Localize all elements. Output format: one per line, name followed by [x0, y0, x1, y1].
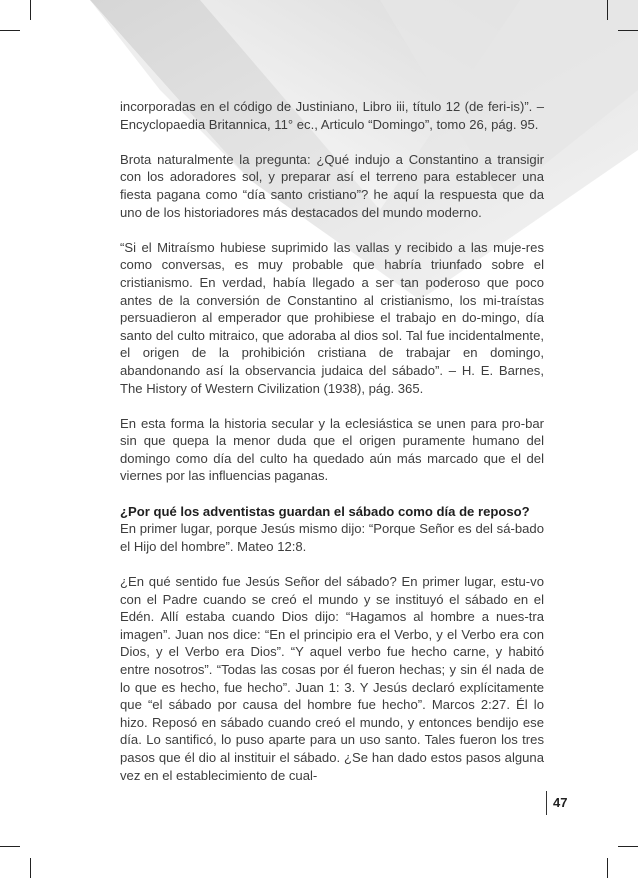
body-text [120, 98, 544, 784]
crop-mark [0, 30, 20, 31]
paragraph: En esta forma la historia secular y la eclesiástica se unen para pro-bar sin que quepa la menor duda que el origen puramente humano del domingo como día del culto ha quedado aún más marcado que el del viernes por las influencias paganas. [120, 415, 544, 484]
paragraph: En primer lugar, porque Jesús mismo dijo: “Porque Señor es del sá-bado el Hijo del hombre”. Mateo 12:8. [120, 521, 544, 554]
crop-mark [0, 846, 20, 847]
crop-mark [30, 858, 31, 878]
paragraph: incorporadas en el código de Justiniano, Libro iii, título 12 (de feri-is)”. – Encyclopaedia Britannica, 11° ec., Articulo “Domingo”, tomo 26, pág. 95. [120, 99, 544, 132]
crop-mark [618, 846, 638, 847]
page-number: 47 [553, 795, 568, 810]
crop-mark [607, 0, 608, 20]
crop-mark [30, 0, 31, 20]
section-heading: ¿Por qué los adventistas guardan el sábado como día de reposo? [120, 503, 530, 519]
page-number-divider [546, 791, 547, 815]
paragraph: ¿En qué sentido fue Jesús Señor del sábado? En primer lugar, estu-vo con el Padre cuando se creó el mundo y se instituyó el sábado en el Edén. Allí estaba cuando Dios dijo: “Hagamos al hombre a nues-tra imagen”. Juan nos dice: “En el principio era el Verbo, y el Verbo era con Dios, y el Verbo era Dios”. “Y aquel verbo fue hecho carne, y habitó entre nosotros”. “Todas las cosas por él fueron hechas; y sin él nada de lo que es hecho, fue hecho”. Juan 1: 3. Y Jesús declaró explícitamente que “el sábado por causa del hombre fue hecho”. Marcos 2:27. Él lo hizo. Reposó en sábado cuando creó el mundo, y entonces bendijo ese día. Lo santificó, lo puso aparte para un uso santo. Tales fueron los tres pasos que él dio al instituir el sábado. ¿Se han dado estos pasos alguna vez en el establecimiento de cual- [120, 574, 544, 783]
crop-mark [607, 858, 608, 878]
paragraph: “Si el Mitraísmo hubiese suprimido las vallas y recibido a las muje-res como conversas, es muy probable que habría triunfado sobre el cristianismo. En verdad, había llegado a ser tan poderoso que poco antes de la conversión de Constantino al cristianismo, los mi-traístas persuadieron al emperador que prohibiese el trabajo en do-mingo, día santo del culto mitraico, que adoraba al dios sol. Tal fue incidentalmente, el origen de la prohibición cristiana de trabajar en domingo, abandonando así la observancia judaica del sábado”. – H. E. Barnes, The History of Western Civilization (1938), pág. 365. [120, 239, 544, 396]
paragraph: Brota naturalmente la pregunta: ¿Qué indujo a Constantino a transigir con los adoradores sol, y preparar así el terreno para establecer una fiesta pagana como “día santo cristiano”? he aquí la respuesta que da uno de los historiadores más destacados del mundo moderno. [120, 151, 544, 220]
crop-mark [618, 30, 638, 31]
